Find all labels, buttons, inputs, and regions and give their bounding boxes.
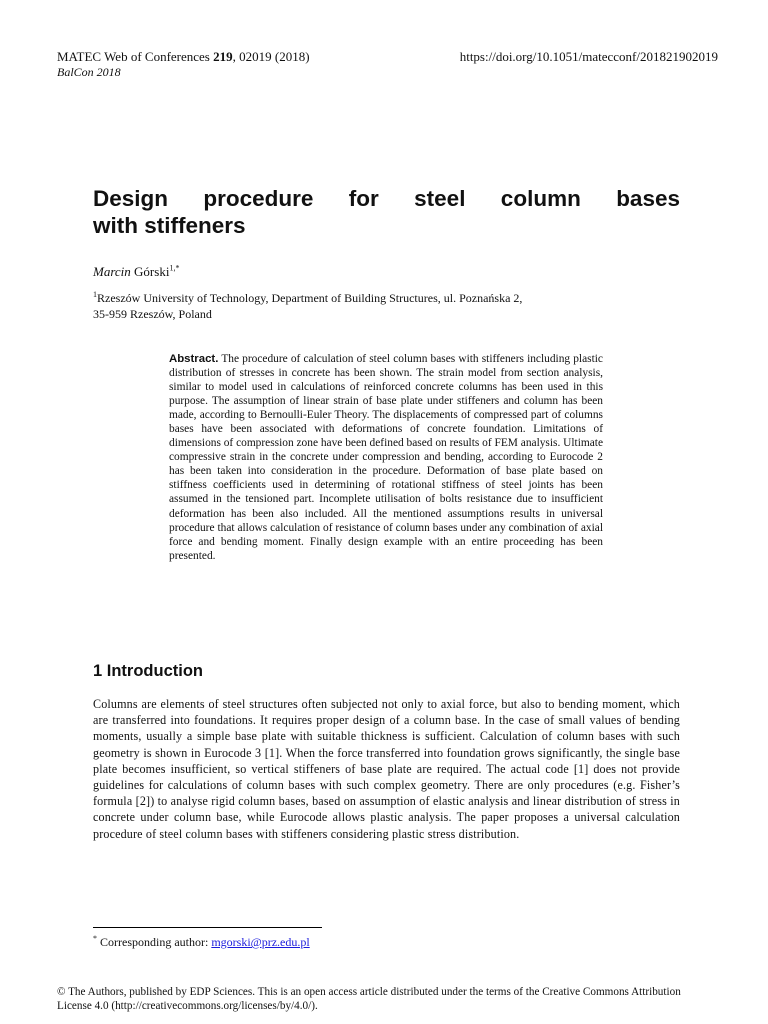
author-family-name: Górski	[130, 264, 170, 279]
affiliation-line-2: 35-959 Rzeszów, Poland	[93, 307, 212, 321]
journal-header	[57, 49, 310, 65]
title-line-1: Design procedure for steel column bases	[93, 186, 680, 211]
author-given-name: Marcin	[93, 264, 131, 279]
footnote-divider	[93, 927, 322, 928]
paper-title	[93, 185, 680, 239]
section-heading-introduction: 1 Introduction	[93, 662, 203, 680]
title-line-2: with stiffeners	[93, 213, 246, 238]
abstract-label: Abstract.	[169, 353, 219, 365]
author-line	[93, 264, 179, 280]
author-marks: 1,*	[169, 263, 180, 273]
journal-suffix: , 02019 (2018)	[232, 49, 310, 64]
abstract	[169, 352, 603, 563]
doi-link[interactable]: https://doi.org/10.1051/matecconf/201821902019	[459, 49, 718, 64]
license-notice: © The Authors, published by EDP Sciences. This is an open access article distributed under the terms of the Creative Commons Attribution License 4.0 (http://creativecommons.org/licenses/by/4.0/).	[57, 986, 681, 1012]
abstract-text: The procedure of calculation of steel column bases with stiffeners including plastic distribution of stresses in concrete has been shown. The strain model from section analysis, similar to model used in calculations of reinforced concrete columns has been used in this purpose. The assumption of linear strain of base plate under stiffeners and column has been made, according to Bernoulli-Euler Theory. The displacements of compressed part of columns bases have been associated with deformations of concrete foundation. Limitations of dimensions of compression zone have been defined based on results of FEM analysis. Ultimate compressive strain in the concrete under compression and bending, according to Eurocode 2 has been taken into consideration in the procedure. Deformation of base plate based on stiffness coefficients used in determining of rotational stiffness of steel joints has been assumed in the tensioned part. Incomplete utilisation of bolts resistance due to insufficient deformation has been also included. All the mentioned assumptions results in universal procedure that allows calculation of resistance of column bases under any combination of axial force and bending moment. Finally design example with an entire proceeding has been presented.	[169, 353, 604, 562]
corresponding-email-link[interactable]: mgorski@prz.edu.pl	[211, 935, 310, 949]
introduction-body: Columns are elements of steel structures often subjected not only to axial force, but also to bending moment, which are transferred into foundations. It requires proper design of a column base. In the case of small values of bending moments, usually a simple base plate with suitable thickness is sufficient. Calculation of column bases with such geometry is shown in Eurocode 3 [1]. When the force transferred into foundation grows significantly, the single base plate becomes insufficient, so vertical stiffeners of base plate are required. The actual code [1] does not provide guidelines for calculations of column bases with such complex geometry. There are only procedures (e.g. Fisher’s formula [2]) to analyse rigid column bases, based on assumption of elastic analysis and linear distribution of stress in concrete under column base, while Eurocode allows plastic analysis. The paper proposes a universal calculation procedure of steel column bases with stiffeners considering plastic stress distribution.	[93, 697, 680, 841]
affiliation-text-1: Rzeszów University of Technology, Department of Building Structures, ul. Poznańska 2,	[97, 291, 523, 305]
journal-prefix: MATEC Web of Conferences	[57, 49, 214, 64]
footnote-mark: *	[93, 934, 97, 943]
footnote-label: Corresponding author:	[97, 935, 212, 949]
conference-name: BalCon 2018	[57, 65, 121, 79]
footnote	[93, 935, 310, 950]
affiliation	[93, 290, 633, 322]
affiliation-line-1	[93, 290, 633, 306]
journal-volume: 219	[213, 49, 233, 64]
affiliation-mark: 1	[93, 290, 97, 299]
